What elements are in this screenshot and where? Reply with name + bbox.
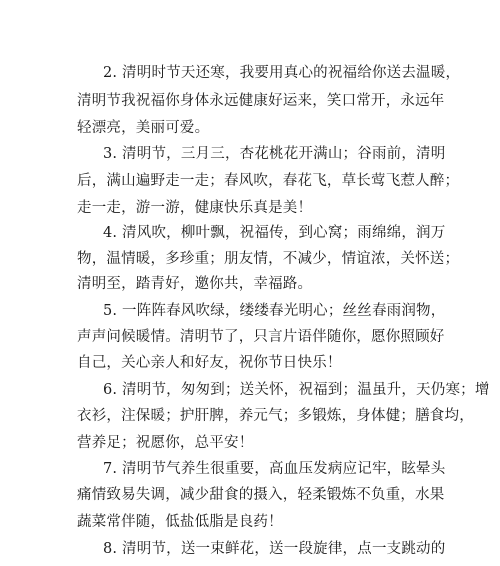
text-line: 营养足；祝愿你，总平安！ bbox=[77, 435, 254, 451]
text-line: 痛情致易失调，减少甜食的摄入，轻柔锻炼不负重，水果 bbox=[77, 487, 445, 503]
text-line: 走一走，游一游，健康快乐真是美！ bbox=[77, 200, 313, 216]
text-line: 8. 清明节，送一束鲜花，送一段旋律，点一支跳动的 bbox=[103, 541, 446, 557]
text-line: 清明至，踏青好，邀你共，幸福路。 bbox=[77, 276, 313, 292]
text-line: 声声问候暖情。清明节了，只言片语伴随你，愿你照顾好 bbox=[77, 329, 445, 345]
text-line: 3. 清明节，三月三，杏花桃花开满山；谷雨前，清明 bbox=[103, 146, 446, 162]
text-line: 自己，关心亲人和好友，祝你节日快乐！ bbox=[77, 355, 342, 371]
text-line: 7. 清明节气养生很重要，高血压发病应记牢，眩晕头 bbox=[103, 461, 446, 477]
text-line: 6. 清明节，匆匆到；送关怀，祝福到；温虽升，天仍寒；增 bbox=[103, 382, 490, 398]
text-line: 后，满山遍野走一走；春风吹，春花飞，草长莺飞惹人醉； bbox=[77, 173, 460, 189]
text-line: 清明节我祝福你身体永远健康好运来，笑口常开，永远年 bbox=[77, 93, 445, 109]
text-line: 蔬菜常伴随，低盐低脂是良药！ bbox=[77, 514, 283, 530]
text-line: 物，温情暖，多珍重；朋友情，不减少，情谊浓，关怀送； bbox=[77, 251, 460, 267]
text-line: 轻漂亮，美丽可爱。 bbox=[77, 120, 210, 136]
text-line: 衣衫，注保暖；护肝脾，养元气；多锻炼，身体健；膳食均， bbox=[77, 408, 474, 424]
text-line: 5. 一阵阵春风吹绿，缕缕春光明心；丝丝春雨润物， bbox=[103, 303, 446, 319]
text-line: 4. 清风吹，柳叶飘，祝福传，到心窝；雨绵绵，润万 bbox=[103, 225, 446, 241]
text-line: 2. 清明时节天还寒，我要用真心的祝福给你送去温暖， bbox=[103, 65, 461, 81]
